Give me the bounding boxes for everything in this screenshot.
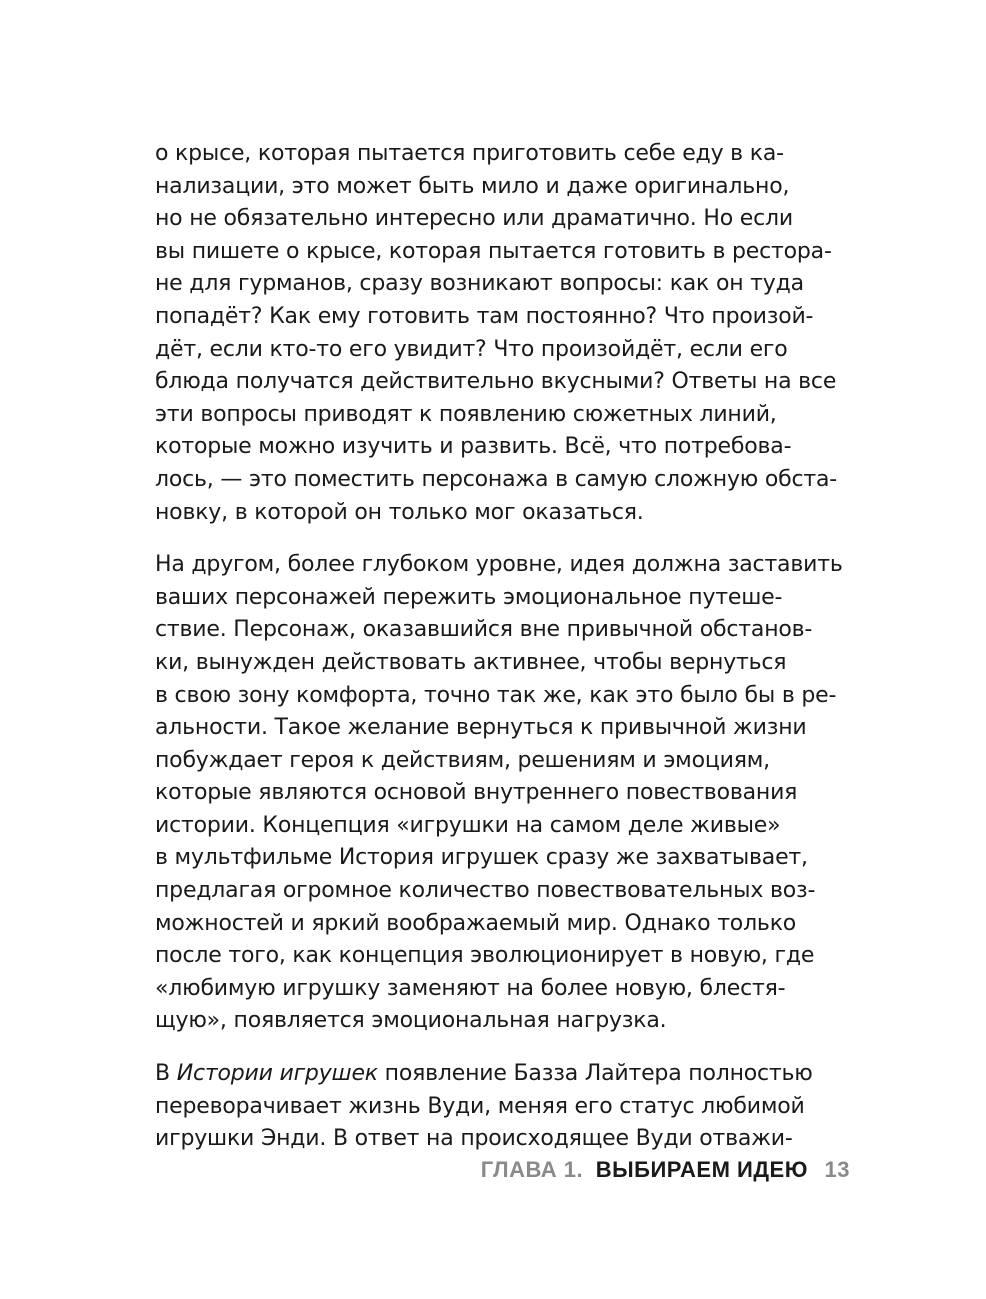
text-fragment: В xyxy=(155,1061,177,1087)
text-line: блюда получатся действительно вкусными? Ответы на все xyxy=(155,369,837,395)
page-body xyxy=(155,138,843,1156)
text-line: не для гурманов, сразу возникают вопросы: как он туда xyxy=(155,271,804,297)
text-line: истории. Концепция «игрушки на самом деле живые» xyxy=(155,812,781,838)
text-line: которые являются основой внутреннего повествования xyxy=(155,780,798,806)
text-fragment: появление Базза Лайтера полностью xyxy=(377,1061,813,1087)
page-number: 13 xyxy=(824,1157,850,1182)
text-line: «любимую игрушку заменяют на более новую, блестя- xyxy=(155,975,786,1001)
text-line: после того, как концепция эволюционирует в новую, где xyxy=(155,943,815,969)
chapter-title: ВЫБИРАЕМ ИДЕЮ xyxy=(595,1157,808,1182)
text-line: ваших персонажей пережить эмоциональное путеше- xyxy=(155,584,783,610)
text-line: которые можно изучить и развить. Всё, что потребова- xyxy=(155,434,792,460)
text-line: дёт, если кто-то его увидит? Что произойдёт, если его xyxy=(155,336,788,362)
text-line: в мультфильме История игрушек сразу же захватывает, xyxy=(155,845,808,871)
text-line: в свою зону комфорта, точно так же, как это было бы в ре- xyxy=(155,682,837,708)
text-line: нализации, это может быть мило и даже оригинально, xyxy=(155,173,790,199)
chapter-label: ГЛАВА 1. xyxy=(480,1157,584,1182)
running-footer xyxy=(481,1157,850,1183)
text-line xyxy=(155,1058,813,1091)
text-line: можностей и яркий воображаемый мир. Однако только xyxy=(155,910,797,936)
text-line: о крысе, которая пытается приготовить себе еду в ка- xyxy=(155,141,784,166)
paragraph-3 xyxy=(155,1058,813,1156)
paragraph-1 xyxy=(155,138,838,529)
text-line: щую», появляется эмоциональная нагрузка. xyxy=(155,1008,667,1034)
text-line: новку, в которой он только мог оказаться. xyxy=(155,499,644,525)
text-line: побуждает героя к действиям, решениям и эмоциям, xyxy=(155,747,770,773)
text-line: переворачивает жизнь Вуди, меняя его статус любимой xyxy=(155,1093,805,1119)
text-line: лось, — это поместить персонажа в самую сложную обста- xyxy=(155,466,838,492)
film-title-italic: Истории игрушек xyxy=(176,1061,378,1087)
text-line: игрушки Энди. В ответ на происходящее Вуди отважи- xyxy=(155,1126,793,1152)
text-line: ствие. Персонаж, оказавшийся вне привычной обстанов- xyxy=(155,617,813,643)
text-line: На другом, более глубоком уровне, идея должна заставить xyxy=(155,552,843,578)
text-line: ки, вынужден действовать активнее, чтобы вернуться xyxy=(155,649,787,675)
text-line: попадёт? Как ему готовить там постоянно? Что произой- xyxy=(155,303,814,329)
text-line: предлагая огромное количество повествовательных воз- xyxy=(155,878,816,904)
paragraph-2 xyxy=(155,549,843,1038)
text-line: вы пишете о крысе, которая пытается готовить в рестора- xyxy=(155,238,832,264)
text-line: альности. Такое желание вернуться к привычной жизни xyxy=(155,715,807,741)
text-line: но не обязательно интересно или драматично. Но если xyxy=(155,206,793,232)
text-line: эти вопросы приводят к появлению сюжетных линий, xyxy=(155,401,777,427)
